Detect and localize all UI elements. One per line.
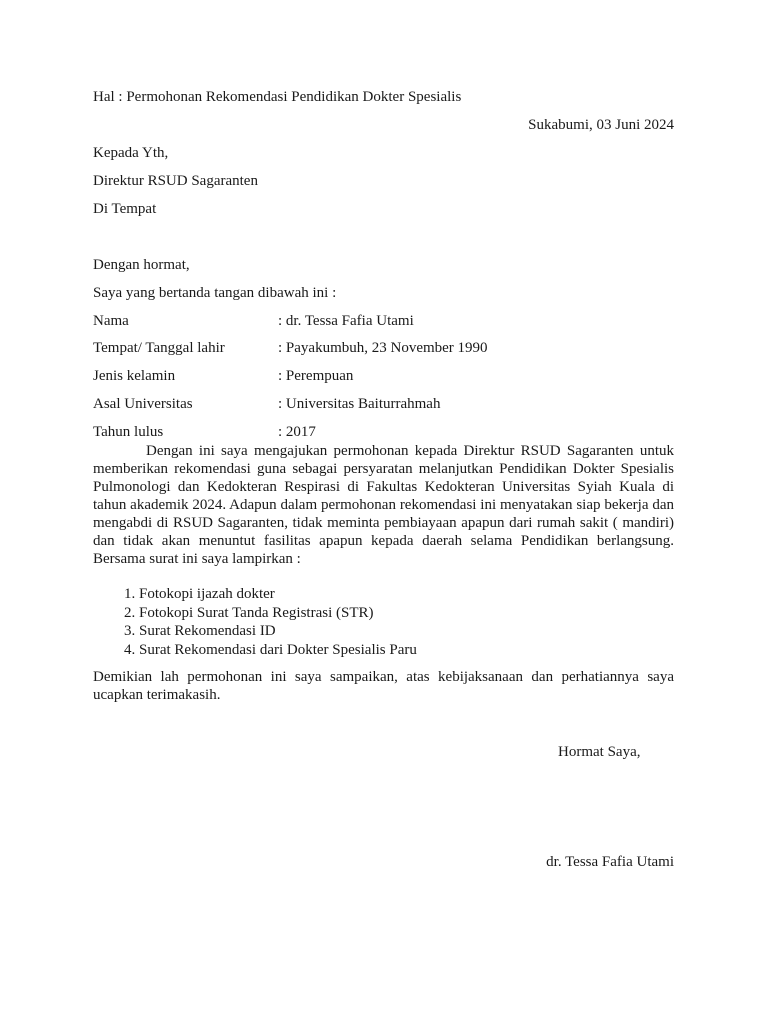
- list-item: 4. Surat Rekomendasi dari Dokter Spesialis Paru: [139, 641, 417, 660]
- identity-label-name: Nama: [93, 313, 129, 329]
- signer-name: dr. Tessa Fafia Utami: [546, 854, 674, 870]
- recipient-line-3: Di Tempat: [93, 201, 157, 217]
- closing-paragraph: Demikian lah permohonan ini saya sampaikan, atas kebijaksanaan dan perhatiannya saya ucapkan terimakasih.: [93, 669, 674, 703]
- identity-label-birth: Tempat/ Tanggal lahir: [93, 340, 225, 356]
- list-item: 1. Fotokopi ijazah dokter: [139, 585, 417, 604]
- recipient-line-1: Kepada Yth,: [93, 145, 169, 161]
- identity-value-name: : dr. Tessa Fafia Utami: [278, 313, 414, 329]
- greeting: Dengan hormat,: [93, 257, 190, 273]
- letter-page: [93, 0, 674, 1024]
- subject-line: Hal : Permohonan Rekomendasi Pendidikan Dokter Spesialis: [93, 89, 462, 105]
- identity-label-university: Asal Universitas: [93, 396, 193, 412]
- place-date: Sukabumi, 03 Juni 2024: [528, 117, 674, 133]
- recipient-line-2: Direktur RSUD Sagaranten: [93, 173, 258, 189]
- identity-value-birth: : Payakumbuh, 23 November 1990: [278, 340, 488, 356]
- identity-value-gender: : Perempuan: [278, 368, 354, 384]
- sign-off: Hormat Saya,: [558, 744, 641, 760]
- list-item: 2. Fotokopi Surat Tanda Registrasi (STR): [139, 604, 417, 623]
- list-item: 3. Surat Rekomendasi ID: [139, 622, 417, 641]
- identity-label-graduation: Tahun lulus: [93, 424, 164, 440]
- intro-line: Saya yang bertanda tangan dibawah ini :: [93, 285, 337, 301]
- identity-value-graduation: : 2017: [278, 424, 316, 440]
- identity-value-university: : Universitas Baiturrahmah: [278, 396, 441, 412]
- identity-label-gender: Jenis kelamin: [93, 368, 176, 384]
- body-paragraph: Dengan ini saya mengajukan permohonan kepada Direktur RSUD Sagaranten untuk memberikan rekomendasi guna sebagai persyaratan melanjutkan Pendidikan Dokter Spesialis Pulmonologi dan Kedokteran Respirasi di Fakultas Kedokteran Universitas Syiah Kuala di tahun akademik 2024. Adapun dalam permohonan rekomendasi ini menyatakan siap bekerja dan mengabdi di RSUD Sagaranten, tidak meminta pembiayaan apapun dari rumah sakit ( mandiri) dan tidak akan menuntut fasilitas apapun kepada daerah selama Pendidikan berlangsung. Bersama surat ini saya lampirkan :: [93, 443, 674, 567]
- attachment-list: [93, 585, 417, 659]
